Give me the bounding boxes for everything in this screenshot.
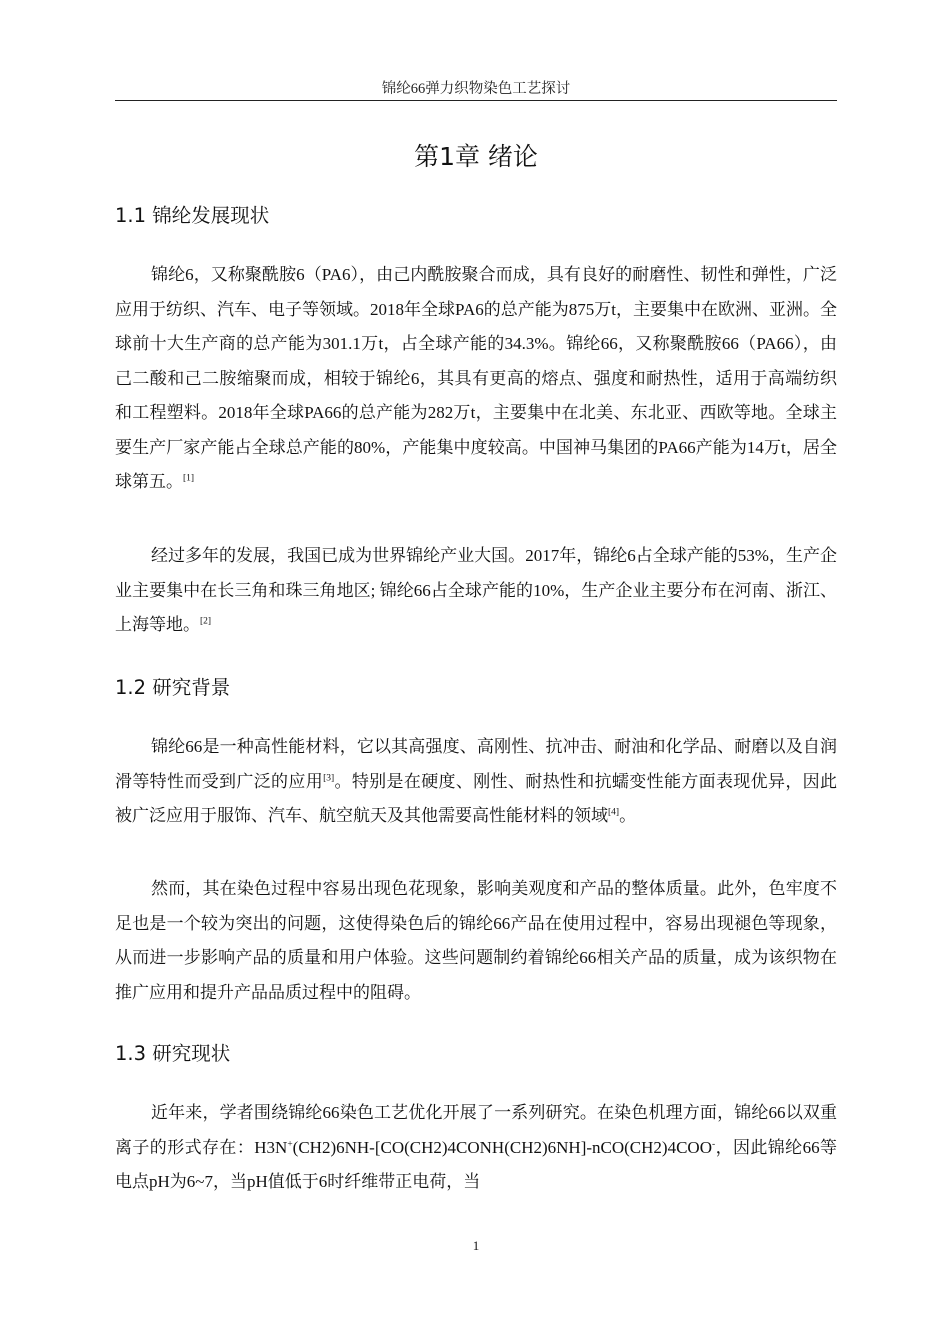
paragraph-text: 然而，其在染色过程中容易出现色花现象，影响美观度和产品的整体质量。此外，色牢度不足也是一个较为突出的问题，这使得染色后的锦纶66产品在使用过程中，容易出现褪色等现象，从而进一步影响产品的质量和用户体验。这些问题制约着锦纶66相关产品的质量，成为该织物在推广应用和提升产品品质过程中的阻碍。 xyxy=(115,879,837,1002)
paragraph-text: ，因此锦纶66等电点pH为6~7，当pH值低于6时纤维带正电荷，当 xyxy=(115,1137,837,1191)
paragraph-text: (CH2)6NH-[CO(CH2)4CONH(CH2)6NH]-nCO(CH2)4COO xyxy=(292,1137,712,1157)
paragraph-text: 。 xyxy=(619,806,637,825)
superscript-charge: + xyxy=(287,1138,293,1149)
paragraph-1-2-b xyxy=(115,872,837,1010)
paragraph-1-1-a xyxy=(115,258,837,500)
chapter-title: 第1章 绪论 xyxy=(414,142,538,171)
citation-ref: [2] xyxy=(200,616,212,627)
citation-ref: [1] xyxy=(183,473,195,484)
paragraph-text: 锦纶6，又称聚酰胺6（PA6），由己内酰胺聚合而成，具有良好的耐磨性、韧性和弹性，广泛应用于纺织、汽车、电子等领域。2018年全球PA6的总产能为875万t，主要集中在欧洲、亚洲。全球前十大生产商的总产能为301.1万t，占全球产能的34.3%。锦纶66，又称聚酰胺66（PA66），由己二酸和己二胺缩聚而成，相较于锦纶6，其具有更高的熔点、强度和耐热性，适用于高端纺织和工程塑料。2018年全球PA66的总产能为282万t，主要集中在北美、东北亚、西欧等地。全球主要生产厂家产能占全球总产能的80%，产能集中度较高。中国神马集团的PA66产能为14万t，居全球第五。 xyxy=(115,265,837,491)
paragraph-text: 近年来，学者围绕锦纶66染色工艺优化开展了一系列研究。在染色机理方面，锦纶66以双重离子的形式存在：H3N xyxy=(115,1103,837,1157)
superscript-charge: - xyxy=(711,1138,716,1149)
paragraph-1-1-b xyxy=(115,539,837,643)
citation-ref: [4] xyxy=(608,807,620,818)
paragraph-text: 经过多年的发展，我国已成为世界锦纶产业大国。2017年，锦纶6占全球产能的53%，生产企业主要集中在长三角和珠三角地区; 锦纶66占全球产能的10%，生产企业主要分布在河南、浙江、上海等地。 xyxy=(115,546,837,634)
paragraph-text: 。特别是在硬度、刚性、耐热性和抗蠕变性能方面表现优异，因此被广泛应用于服饰、汽车、航空航天及其他需要高性能材料的领域 xyxy=(115,771,838,825)
paragraph-1-2-a xyxy=(115,730,837,834)
citation-ref: [3] xyxy=(323,772,335,783)
page-number: 1 xyxy=(472,1238,480,1253)
paragraph-1-3-a xyxy=(115,1096,837,1200)
header-rule xyxy=(115,100,837,101)
section-heading-1-1: 1.1 锦纶发展现状 xyxy=(115,204,270,227)
section-heading-1-3: 1.3 研究现状 xyxy=(115,1042,231,1065)
section-heading-1-2: 1.2 研究背景 xyxy=(115,676,231,699)
running-header: 锦纶66弹力织物染色工艺探讨 xyxy=(381,81,571,97)
paragraph-text: 锦纶66是一种高性能材料，它以其高强度、高刚性、抗冲击、耐油和化学品、耐磨以及自润滑等特性而受到广泛的应用 xyxy=(115,737,837,791)
